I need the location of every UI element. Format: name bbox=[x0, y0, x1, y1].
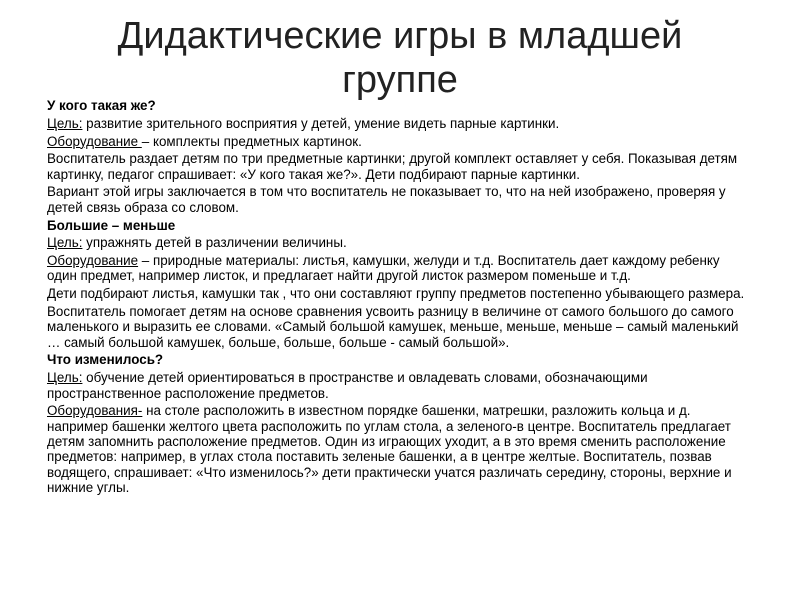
game3-goal-label: Цель: bbox=[47, 370, 83, 386]
game1-equipment-text: – комплекты предметных картинок. bbox=[141, 133, 362, 149]
game2-paragraph-2: Воспитатель помогает детям на основе сравнения усвоить разницу в величине от самого большого до самого маленького и выразить ее словами. «Самый большой камушек, меньше, меньше, меньше – самый маленький … самый большой камушек, больше, больше, больше - самый большой». bbox=[47, 304, 739, 350]
game2-paragraph-1: Дети подбирают листья, камушки так , что они составляют группу предметов постепенно убывающего размера. bbox=[47, 286, 745, 302]
game1-equipment-label: Оборудование bbox=[47, 133, 142, 149]
game3-equipment bbox=[47, 403, 753, 495]
slide-title-line2: группе bbox=[342, 59, 458, 101]
game3-equipment-text: на столе расположить в известном порядке башенки, матрешки, разложить кольца и д. например башенки желтого цвета расположить по углам стола, а зеленого-в центре. Воспитатель предлагает детям запомнить расположение предметов. Один из играющих уходит, а в это время сменить расположение предметов: например, в углах стола поставить зеленые башенки, а в центре желтые. Воспитатель, позвав водящего, спрашивает: «Что изменилось?» дети практически учатся различать середину, стороны, верхние и нижние углы. bbox=[47, 403, 732, 495]
game1-paragraph-2: Вариант этой игры заключается в том что воспитатель не показывает то, что на ней изображено, проверяя у детей связь образа со словом. bbox=[47, 184, 726, 215]
game1-goal bbox=[47, 116, 753, 131]
game2-heading: Большие – меньше bbox=[47, 217, 176, 233]
slide-content bbox=[47, 98, 753, 498]
game3-goal-text: обучение детей ориентироваться в пространстве и овладевать словами, обозначающими пространственное расположение предметов. bbox=[47, 370, 648, 401]
game1-goal-text: развитие зрительного восприятия у детей, умение видеть парные картинки. bbox=[82, 115, 560, 131]
slide-title-line1: Дидактические игры в младшей bbox=[117, 15, 683, 57]
game1-equipment bbox=[47, 134, 753, 149]
game2-goal-text: упражнять детей в различении величины. bbox=[82, 235, 347, 251]
game3-goal bbox=[47, 370, 753, 401]
game2-goal-label: Цель: bbox=[47, 235, 83, 251]
game2-equipment-text: – природные материалы: листья, камушки, желуди и т.д. Воспитатель дает каждому ребенку один предмет, например листок, и предлагает найти другой листок размером поменьше и т.д. bbox=[47, 253, 720, 284]
game2-equipment bbox=[47, 253, 753, 284]
slide-title bbox=[60, 14, 740, 102]
game2-goal bbox=[47, 235, 753, 250]
game1-goal-label: Цель: bbox=[47, 115, 83, 131]
game3-heading: Что изменилось? bbox=[47, 352, 164, 368]
game1-heading: У кого такая же? bbox=[47, 98, 156, 113]
game1-paragraph-1: Воспитатель раздает детям по три предметные картинки; другой комплект оставляет у себя. Показывая детям картинку, педагог спрашивает: «У кого такая же?». Дети подбирают парные картинки. bbox=[47, 151, 738, 182]
game3-equipment-label: Оборудования- bbox=[47, 403, 143, 419]
game2-equipment-label: Оборудование bbox=[47, 253, 139, 269]
